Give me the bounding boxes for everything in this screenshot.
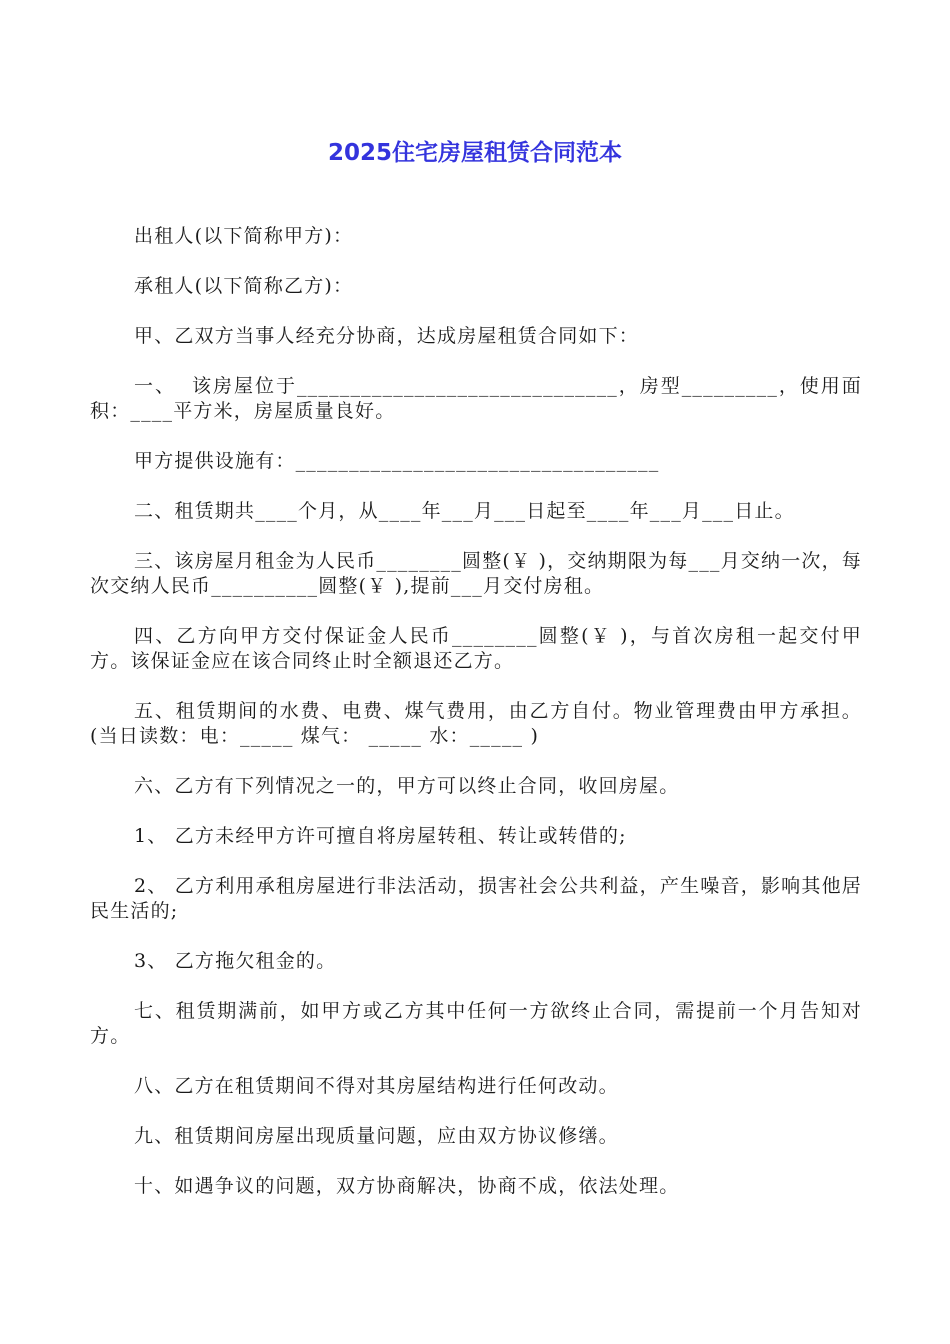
clause-3-rent: 三、该房屋月租金为人民币________圆整(￥ )，交纳期限为每___月交纳一次，每次交纳人民币__________圆整(￥ ),提前___月交付房租。 [90, 550, 862, 597]
clause-6-item-1: 1、 乙方未经甲方许可擅自将房屋转租、转让或转借的; [134, 825, 627, 847]
clause-6-termination: 六、乙方有下列情况之一的，甲方可以终止合同，收回房屋。 [134, 775, 680, 797]
clause-6-item-3: 3、 乙方拖欠租金的。 [134, 950, 337, 972]
clause-5-utilities: 五、租赁期间的水费、电费、煤气费用，由乙方自付。物业管理费由甲方承担。(当日读数：电：_____ 煤气： _____ 水：_____ ) [90, 700, 862, 747]
document-body [90, 224, 862, 1224]
clause-1-location: 一、 该房屋位于______________________________，房型_________，使用面积：____平方米，房屋质量良好。 [90, 375, 862, 422]
clause-2-term: 二、租赁期共____个月，从____年___月___日起至____年___月___日止。 [134, 500, 795, 522]
clause-lessee: 承租人(以下简称乙方)： [134, 275, 354, 297]
clause-7-notice: 七、租赁期满前，如甲方或乙方其中任何一方欲终止合同，需提前一个月告知对方。 [90, 1000, 862, 1047]
document-title: 2025住宅房屋租赁合同范本 [327, 140, 622, 166]
clause-facilities: 甲方提供设施有：__________________________________ [134, 450, 660, 472]
clause-preamble: 甲、乙双方当事人经充分协商，达成房屋租赁合同如下： [134, 325, 640, 347]
clause-lessor: 出租人(以下简称甲方)： [134, 225, 354, 247]
clause-10-disputes: 十、如遇争议的问题，双方协商解决，协商不成，依法处理。 [134, 1175, 680, 1197]
clause-6-item-2: 2、 乙方利用承租房屋进行非法活动，损害社会公共利益，产生噪音，影响其他居民生活的; [90, 875, 862, 922]
clause-4-deposit: 四、乙方向甲方交付保证金人民币________圆整(￥ )，与首次房租一起交付甲方。该保证金应在该合同终止时全额退还乙方。 [90, 625, 862, 672]
clause-9-repairs: 九、租赁期间房屋出现质量问题，应由双方协议修缮。 [134, 1125, 619, 1147]
clause-8-alterations: 八、乙方在租赁期间不得对其房屋结构进行任何改动。 [134, 1075, 619, 1097]
